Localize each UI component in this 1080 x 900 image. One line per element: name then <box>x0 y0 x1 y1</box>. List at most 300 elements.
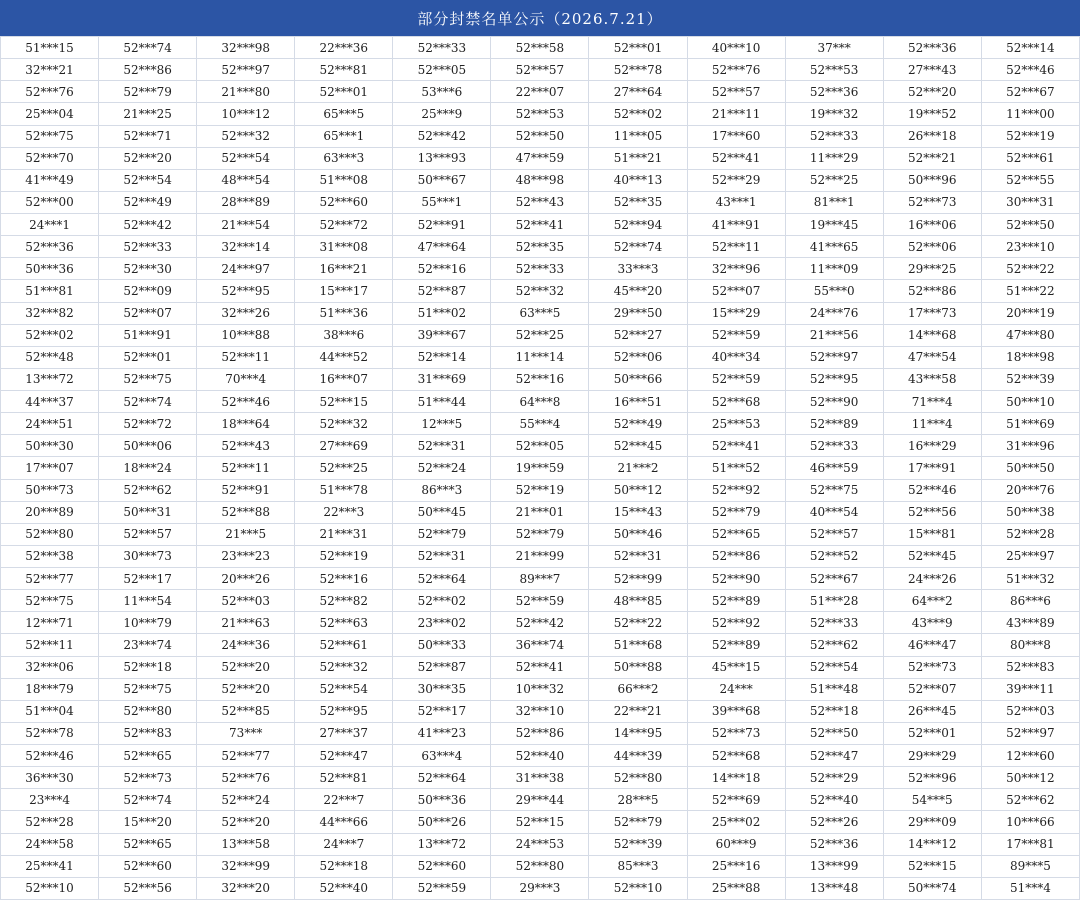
account-id-cell: 40***13 <box>589 169 687 191</box>
table-row <box>1 789 1080 811</box>
account-id-cell: 52***68 <box>687 745 785 767</box>
account-id-cell: 52***78 <box>1 722 99 744</box>
account-id-cell: 52***38 <box>1 545 99 567</box>
account-id-cell: 52***92 <box>687 479 785 501</box>
account-id-cell: 52***45 <box>883 545 981 567</box>
account-id-cell: 50***66 <box>589 368 687 390</box>
account-id-cell: 16***21 <box>295 258 393 280</box>
account-id-cell: 52***25 <box>785 169 883 191</box>
account-id-cell: 52***81 <box>295 767 393 789</box>
account-id-cell: 17***60 <box>687 125 785 147</box>
account-id-cell: 21***25 <box>99 103 197 125</box>
account-id-cell: 52***25 <box>295 457 393 479</box>
account-id-cell: 52***77 <box>197 745 295 767</box>
table-row <box>1 545 1080 567</box>
account-id-cell: 52***79 <box>589 811 687 833</box>
account-id-cell: 51***21 <box>589 147 687 169</box>
account-id-cell: 52***87 <box>393 656 491 678</box>
account-id-cell: 52***01 <box>99 346 197 368</box>
account-id-cell: 13***72 <box>1 368 99 390</box>
table-row <box>1 877 1080 899</box>
account-id-cell: 52***92 <box>687 612 785 634</box>
account-id-cell: 52***97 <box>785 346 883 368</box>
account-id-cell: 52***82 <box>295 590 393 612</box>
account-id-cell: 15***43 <box>589 501 687 523</box>
account-id-cell: 51***68 <box>589 634 687 656</box>
account-id-cell: 52***83 <box>981 656 1079 678</box>
account-id-cell: 31***38 <box>491 767 589 789</box>
account-id-cell: 41***23 <box>393 722 491 744</box>
account-id-cell: 24*** <box>687 678 785 700</box>
account-id-cell: 48***85 <box>589 590 687 612</box>
account-id-cell: 52***61 <box>295 634 393 656</box>
account-id-cell: 52***89 <box>687 634 785 656</box>
account-id-cell: 52***48 <box>1 346 99 368</box>
account-id-cell: 50***38 <box>981 501 1079 523</box>
account-id-cell: 52***19 <box>295 545 393 567</box>
account-id-cell: 25***02 <box>687 811 785 833</box>
table-row <box>1 568 1080 590</box>
account-id-cell: 52***59 <box>687 324 785 346</box>
account-id-cell: 37*** <box>785 37 883 59</box>
account-id-cell: 27***43 <box>883 59 981 81</box>
account-id-cell: 52***18 <box>295 855 393 877</box>
account-id-cell: 23***23 <box>197 545 295 567</box>
account-id-cell: 52***58 <box>491 37 589 59</box>
account-id-cell: 52***42 <box>491 612 589 634</box>
table-row <box>1 214 1080 236</box>
account-id-cell: 52***60 <box>99 855 197 877</box>
account-id-cell: 55***1 <box>393 191 491 213</box>
account-id-cell: 52***15 <box>883 855 981 877</box>
account-id-cell: 21***54 <box>197 214 295 236</box>
account-id-cell: 11***09 <box>785 258 883 280</box>
account-id-cell: 86***6 <box>981 590 1079 612</box>
account-id-cell: 41***65 <box>785 236 883 258</box>
account-id-cell: 16***06 <box>883 214 981 236</box>
account-id-cell: 17***73 <box>883 302 981 324</box>
account-id-cell: 39***67 <box>393 324 491 346</box>
account-id-cell: 22***07 <box>491 81 589 103</box>
account-id-cell: 31***08 <box>295 236 393 258</box>
account-id-cell: 52***75 <box>785 479 883 501</box>
account-id-cell: 70***4 <box>197 368 295 390</box>
table-row <box>1 634 1080 656</box>
account-id-cell: 50***06 <box>99 435 197 457</box>
account-id-cell: 52***35 <box>589 191 687 213</box>
account-id-cell: 52***30 <box>99 258 197 280</box>
account-id-cell: 52***74 <box>589 236 687 258</box>
account-id-cell: 52***02 <box>1 324 99 346</box>
account-id-cell: 52***17 <box>99 568 197 590</box>
account-id-cell: 52***91 <box>197 479 295 501</box>
account-id-cell: 52***07 <box>883 678 981 700</box>
account-id-cell: 52***39 <box>981 368 1079 390</box>
account-id-cell: 52***05 <box>393 59 491 81</box>
account-id-cell: 52***18 <box>785 700 883 722</box>
account-id-cell: 22***3 <box>295 501 393 523</box>
account-id-cell: 52***20 <box>99 147 197 169</box>
account-id-cell: 52***60 <box>295 191 393 213</box>
account-id-cell: 51***81 <box>1 280 99 302</box>
account-id-cell: 52***32 <box>295 413 393 435</box>
account-id-cell: 81***1 <box>785 191 883 213</box>
account-id-cell: 52***24 <box>393 457 491 479</box>
account-id-cell: 52***42 <box>393 125 491 147</box>
account-id-cell: 52***06 <box>589 346 687 368</box>
account-id-cell: 25***16 <box>687 855 785 877</box>
account-id-cell: 52***19 <box>981 125 1079 147</box>
table-row <box>1 147 1080 169</box>
account-id-cell: 15***17 <box>295 280 393 302</box>
account-id-cell: 36***74 <box>491 634 589 656</box>
account-id-cell: 52***14 <box>981 37 1079 59</box>
account-id-cell: 52***16 <box>295 568 393 590</box>
account-id-cell: 52***50 <box>491 125 589 147</box>
account-id-cell: 52***05 <box>491 435 589 457</box>
account-id-cell: 31***96 <box>981 435 1079 457</box>
account-id-cell: 63***3 <box>295 147 393 169</box>
account-id-cell: 52***36 <box>785 833 883 855</box>
account-id-cell: 52***63 <box>295 612 393 634</box>
account-id-cell: 30***73 <box>99 545 197 567</box>
account-id-cell: 52***60 <box>393 855 491 877</box>
account-id-cell: 52***54 <box>295 678 393 700</box>
account-id-cell: 52***22 <box>981 258 1079 280</box>
account-id-cell: 41***91 <box>687 214 785 236</box>
account-id-cell: 21***99 <box>491 545 589 567</box>
account-id-cell: 52***41 <box>687 435 785 457</box>
table-row <box>1 391 1080 413</box>
account-id-cell: 29***50 <box>589 302 687 324</box>
account-id-cell: 50***88 <box>589 656 687 678</box>
table-row <box>1 81 1080 103</box>
account-id-cell: 18***24 <box>99 457 197 479</box>
account-id-cell: 52***33 <box>785 125 883 147</box>
table-row <box>1 612 1080 634</box>
account-id-cell: 52***96 <box>883 767 981 789</box>
account-id-cell: 10***88 <box>197 324 295 346</box>
table-row <box>1 479 1080 501</box>
account-id-cell: 11***14 <box>491 346 589 368</box>
account-id-cell: 46***59 <box>785 457 883 479</box>
account-id-cell: 52***89 <box>687 590 785 612</box>
account-id-cell: 51***36 <box>295 302 393 324</box>
account-id-cell: 52***72 <box>99 413 197 435</box>
account-id-cell: 50***36 <box>1 258 99 280</box>
account-id-cell: 50***36 <box>393 789 491 811</box>
account-id-cell: 52***32 <box>491 280 589 302</box>
account-id-cell: 51***02 <box>393 302 491 324</box>
account-id-cell: 52***67 <box>981 81 1079 103</box>
account-id-cell: 52***56 <box>99 877 197 899</box>
account-id-cell: 13***72 <box>393 833 491 855</box>
account-id-cell: 52***28 <box>1 811 99 833</box>
account-id-cell: 52***31 <box>589 545 687 567</box>
account-id-cell: 28***5 <box>589 789 687 811</box>
table-row <box>1 833 1080 855</box>
account-id-cell: 51***48 <box>785 678 883 700</box>
account-id-cell: 52***49 <box>589 413 687 435</box>
account-id-cell: 21***63 <box>197 612 295 634</box>
account-id-cell: 52***62 <box>99 479 197 501</box>
account-id-cell: 17***81 <box>981 833 1079 855</box>
account-id-cell: 32***96 <box>687 258 785 280</box>
account-id-cell: 25***88 <box>687 877 785 899</box>
account-id-cell: 52***43 <box>197 435 295 457</box>
account-id-cell: 14***68 <box>883 324 981 346</box>
account-id-cell: 32***98 <box>197 37 295 59</box>
table-row <box>1 125 1080 147</box>
account-id-cell: 32***26 <box>197 302 295 324</box>
account-id-cell: 52***76 <box>687 59 785 81</box>
account-id-cell: 52***10 <box>1 877 99 899</box>
account-id-cell: 52***97 <box>981 722 1079 744</box>
account-id-cell: 52***57 <box>99 523 197 545</box>
account-id-cell: 10***66 <box>981 811 1079 833</box>
account-id-cell: 24***36 <box>197 634 295 656</box>
account-id-cell: 43***58 <box>883 368 981 390</box>
account-id-cell: 52***70 <box>1 147 99 169</box>
account-id-cell: 13***99 <box>785 855 883 877</box>
account-id-cell: 52***01 <box>883 722 981 744</box>
account-id-cell: 52***47 <box>785 745 883 767</box>
account-id-cell: 24***51 <box>1 413 99 435</box>
account-id-cell: 52***85 <box>197 700 295 722</box>
table-row <box>1 700 1080 722</box>
account-id-cell: 52***91 <box>393 214 491 236</box>
account-id-cell: 27***37 <box>295 722 393 744</box>
account-id-cell: 21***2 <box>589 457 687 479</box>
account-id-cell: 52***16 <box>491 368 589 390</box>
account-id-cell: 52***36 <box>1 236 99 258</box>
account-id-cell: 52***42 <box>99 214 197 236</box>
account-id-cell: 52***50 <box>785 722 883 744</box>
account-id-cell: 52***79 <box>687 501 785 523</box>
account-id-cell: 52***74 <box>99 37 197 59</box>
account-id-cell: 50***30 <box>1 435 99 457</box>
account-id-cell: 52***26 <box>785 811 883 833</box>
account-id-cell: 52***56 <box>883 501 981 523</box>
account-id-cell: 25***41 <box>1 855 99 877</box>
account-id-cell: 24***97 <box>197 258 295 280</box>
account-id-cell: 52***90 <box>785 391 883 413</box>
account-id-cell: 44***52 <box>295 346 393 368</box>
account-id-cell: 24***26 <box>883 568 981 590</box>
account-id-cell: 71***4 <box>883 391 981 413</box>
account-id-cell: 52***11 <box>197 346 295 368</box>
account-id-cell: 89***7 <box>491 568 589 590</box>
account-id-cell: 43***9 <box>883 612 981 634</box>
account-id-cell: 13***58 <box>197 833 295 855</box>
account-id-cell: 13***48 <box>785 877 883 899</box>
account-id-cell: 52***45 <box>589 435 687 457</box>
account-id-cell: 52***31 <box>393 545 491 567</box>
account-id-cell: 16***07 <box>295 368 393 390</box>
account-id-cell: 64***8 <box>491 391 589 413</box>
account-id-cell: 52***73 <box>883 656 981 678</box>
table-row <box>1 280 1080 302</box>
account-id-cell: 52***65 <box>99 745 197 767</box>
account-id-cell: 52***36 <box>785 81 883 103</box>
account-id-cell: 25***53 <box>687 413 785 435</box>
account-id-cell: 55***0 <box>785 280 883 302</box>
account-id-cell: 50***26 <box>393 811 491 833</box>
account-id-cell: 29***29 <box>883 745 981 767</box>
account-id-cell: 52***11 <box>687 236 785 258</box>
account-id-cell: 22***36 <box>295 37 393 59</box>
account-id-cell: 52***53 <box>491 103 589 125</box>
account-id-cell: 11***29 <box>785 147 883 169</box>
account-id-cell: 52***33 <box>785 435 883 457</box>
account-id-cell: 52***29 <box>687 169 785 191</box>
table-row <box>1 413 1080 435</box>
account-id-cell: 18***79 <box>1 678 99 700</box>
account-id-cell: 18***64 <box>197 413 295 435</box>
account-id-cell: 52***36 <box>883 37 981 59</box>
account-id-cell: 22***21 <box>589 700 687 722</box>
account-id-cell: 52***19 <box>491 479 589 501</box>
account-id-cell: 11***00 <box>981 103 1079 125</box>
table-row <box>1 590 1080 612</box>
account-id-cell: 50***31 <box>99 501 197 523</box>
account-id-cell: 52***25 <box>491 324 589 346</box>
account-id-cell: 52***49 <box>99 191 197 213</box>
account-id-cell: 52***32 <box>197 125 295 147</box>
account-id-cell: 24***76 <box>785 302 883 324</box>
account-id-cell: 29***25 <box>883 258 981 280</box>
account-id-cell: 52***54 <box>785 656 883 678</box>
account-id-cell: 65***1 <box>295 125 393 147</box>
account-id-cell: 19***52 <box>883 103 981 125</box>
account-id-cell: 29***44 <box>491 789 589 811</box>
account-id-cell: 18***98 <box>981 346 1079 368</box>
account-id-cell: 52***65 <box>99 833 197 855</box>
account-id-cell: 52***62 <box>785 634 883 656</box>
table-row <box>1 324 1080 346</box>
account-id-cell: 50***74 <box>883 877 981 899</box>
account-id-cell: 52***95 <box>785 368 883 390</box>
table-row <box>1 236 1080 258</box>
page-title: 部分封禁名单公示（2026.7.21） <box>0 0 1080 36</box>
account-id-cell: 11***4 <box>883 413 981 435</box>
table-row <box>1 811 1080 833</box>
account-id-cell: 52***90 <box>687 568 785 590</box>
account-id-cell: 52***88 <box>197 501 295 523</box>
account-id-cell: 52***39 <box>589 833 687 855</box>
account-id-cell: 20***26 <box>197 568 295 590</box>
account-id-cell: 63***5 <box>491 302 589 324</box>
account-id-cell: 50***12 <box>589 479 687 501</box>
account-id-cell: 48***54 <box>197 169 295 191</box>
account-id-cell: 19***59 <box>491 457 589 479</box>
account-id-cell: 52***29 <box>785 767 883 789</box>
account-id-cell: 44***37 <box>1 391 99 413</box>
account-id-cell: 52***46 <box>883 479 981 501</box>
account-id-cell: 52***01 <box>589 37 687 59</box>
table-row <box>1 656 1080 678</box>
account-id-cell: 52***80 <box>491 855 589 877</box>
account-id-cell: 15***20 <box>99 811 197 833</box>
account-id-cell: 52***77 <box>1 568 99 590</box>
account-id-cell: 52***28 <box>981 523 1079 545</box>
account-id-cell: 51***52 <box>687 457 785 479</box>
account-id-cell: 52***78 <box>589 59 687 81</box>
table-row <box>1 501 1080 523</box>
account-id-cell: 15***29 <box>687 302 785 324</box>
account-id-cell: 52***75 <box>1 125 99 147</box>
account-id-cell: 52***46 <box>197 391 295 413</box>
account-id-cell: 48***98 <box>491 169 589 191</box>
account-id-cell: 52***43 <box>491 191 589 213</box>
account-id-cell: 44***39 <box>589 745 687 767</box>
account-id-cell: 52***54 <box>99 169 197 191</box>
account-id-cell: 23***02 <box>393 612 491 634</box>
account-id-cell: 52***57 <box>687 81 785 103</box>
account-id-cell: 52***59 <box>491 590 589 612</box>
account-id-cell: 52***95 <box>197 280 295 302</box>
account-id-cell: 52***87 <box>393 280 491 302</box>
account-id-cell: 53***6 <box>393 81 491 103</box>
account-id-cell: 40***54 <box>785 501 883 523</box>
account-id-cell: 47***54 <box>883 346 981 368</box>
account-id-cell: 52***55 <box>981 169 1079 191</box>
account-id-cell: 50***12 <box>981 767 1079 789</box>
account-id-cell: 46***47 <box>883 634 981 656</box>
account-id-cell: 52***15 <box>295 391 393 413</box>
account-id-cell: 86***3 <box>393 479 491 501</box>
account-id-cell: 52***86 <box>687 545 785 567</box>
account-id-cell: 51***69 <box>981 413 1079 435</box>
account-id-cell: 85***3 <box>589 855 687 877</box>
account-id-cell: 52***99 <box>589 568 687 590</box>
account-id-cell: 52***73 <box>883 191 981 213</box>
account-id-cell: 28***89 <box>197 191 295 213</box>
account-id-cell: 19***45 <box>785 214 883 236</box>
account-id-cell: 21***01 <box>491 501 589 523</box>
account-id-cell: 52***41 <box>491 656 589 678</box>
account-id-cell: 12***60 <box>981 745 1079 767</box>
account-id-cell: 20***19 <box>981 302 1079 324</box>
account-id-cell: 52***75 <box>99 678 197 700</box>
account-id-cell: 52***01 <box>295 81 393 103</box>
ban-list-table <box>0 36 1080 900</box>
account-id-cell: 52***02 <box>589 103 687 125</box>
account-id-cell: 10***12 <box>197 103 295 125</box>
account-id-cell: 32***10 <box>491 700 589 722</box>
account-id-cell: 32***06 <box>1 656 99 678</box>
account-id-cell: 52***65 <box>687 523 785 545</box>
account-id-cell: 63***4 <box>393 745 491 767</box>
account-id-cell: 51***15 <box>1 37 99 59</box>
account-id-cell: 52***74 <box>99 391 197 413</box>
account-id-cell: 52***03 <box>981 700 1079 722</box>
account-id-cell: 52***59 <box>393 877 491 899</box>
account-id-cell: 24***53 <box>491 833 589 855</box>
account-id-cell: 50***96 <box>883 169 981 191</box>
account-id-cell: 50***50 <box>981 457 1079 479</box>
account-id-cell: 52***11 <box>1 634 99 656</box>
account-id-cell: 11***54 <box>99 590 197 612</box>
account-id-cell: 52***79 <box>491 523 589 545</box>
account-id-cell: 45***15 <box>687 656 785 678</box>
account-id-cell: 55***4 <box>491 413 589 435</box>
account-id-cell: 52***86 <box>491 722 589 744</box>
table-row <box>1 523 1080 545</box>
account-id-cell: 50***46 <box>589 523 687 545</box>
account-id-cell: 30***31 <box>981 191 1079 213</box>
account-id-cell: 52***57 <box>785 523 883 545</box>
